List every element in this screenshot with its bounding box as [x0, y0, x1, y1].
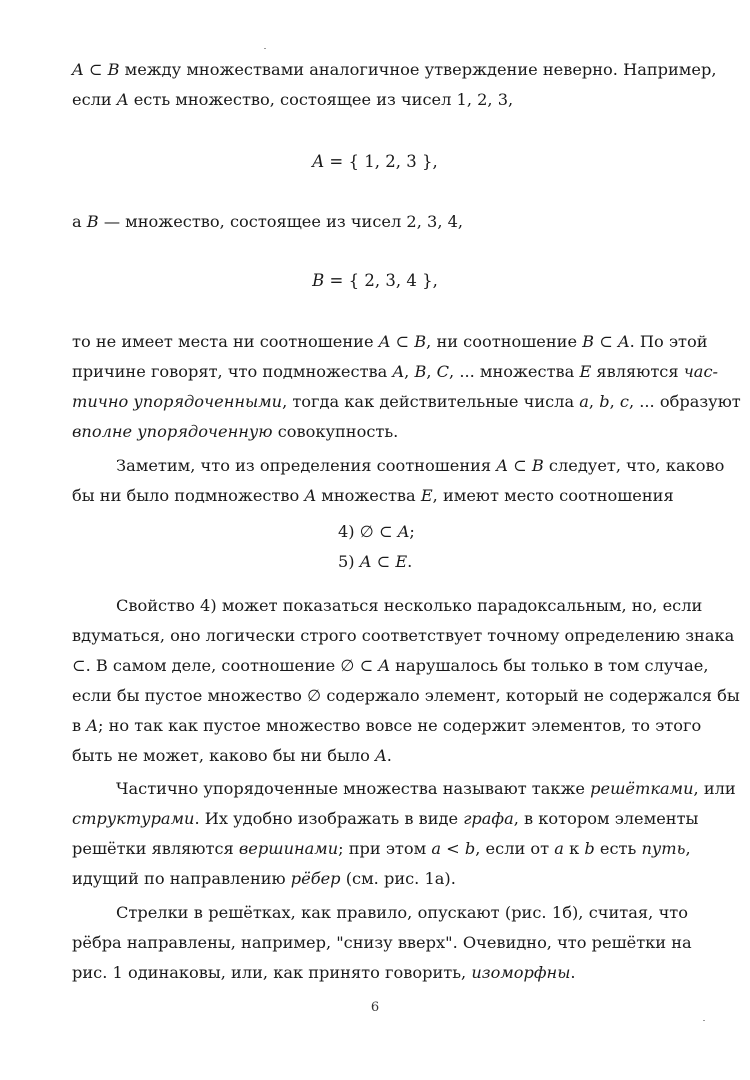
- italic-run: A: [397, 522, 410, 541]
- text-run: между множествами аналогичное утверждение неверно. Например,: [119, 60, 717, 79]
- text-run: Стрелки в решётках, как правило, опускают (рис. 1б), считая, что: [116, 903, 688, 922]
- italic-run: A: [496, 456, 508, 475]
- text-line: [72, 626, 735, 646]
- text-run: быть не может, каково бы ни было: [72, 746, 376, 765]
- italic-run: c: [619, 392, 629, 411]
- text-run: являются: [591, 362, 684, 381]
- italic-run: B: [107, 60, 120, 79]
- text-run: = { 1, 2, 3 },: [324, 152, 438, 171]
- italic-run: a: [554, 839, 564, 858]
- italic-run: B: [414, 332, 427, 351]
- property-4: [338, 522, 415, 542]
- text-run: .: [407, 552, 413, 571]
- italic-run: A: [378, 656, 391, 675]
- italic-run: A: [86, 716, 98, 735]
- text-run: ,: [426, 362, 437, 381]
- text-run: Заметим, что из определения соотношения: [116, 456, 497, 475]
- text-run: Частично упорядоченные множества называют также: [116, 779, 591, 798]
- italic-run: графа: [463, 809, 514, 828]
- text-run: есть: [594, 839, 642, 858]
- text-run: ⊂: [594, 332, 618, 351]
- display-formula: [0, 271, 750, 291]
- text-line: [116, 596, 703, 616]
- text-run: (см. рис. 1а).: [340, 869, 456, 888]
- text-line: [72, 963, 688, 983]
- text-run: , тогда как действительные числа: [282, 392, 580, 411]
- text-run: 5): [338, 552, 360, 571]
- text-run: следует, что, каково: [543, 456, 725, 475]
- text-run: ; но так как пустое множество вовсе не содержит элементов, то этого: [97, 716, 702, 735]
- text-run: Свойство 4) может показаться несколько парадоксальным, но, если: [116, 596, 703, 615]
- text-run: ⊂. В самом деле, соотношение ∅ ⊂: [72, 656, 379, 675]
- text-line: [72, 422, 688, 442]
- text-run: ,: [404, 362, 415, 381]
- italic-run: A: [72, 60, 84, 79]
- text-run: . Их удобно изображать в виде: [194, 809, 464, 828]
- scan-speck: [703, 1020, 705, 1021]
- italic-run: b: [599, 392, 610, 411]
- text-line: [72, 839, 691, 859]
- text-run: . По этой: [629, 332, 708, 351]
- text-run: ⊂: [83, 60, 108, 79]
- italic-run: A: [392, 362, 405, 381]
- text-line: [72, 869, 688, 889]
- text-run: ⊂: [371, 552, 396, 571]
- italic-run: рёбер: [290, 869, 341, 888]
- italic-run: B: [531, 456, 544, 475]
- text-line: [72, 362, 718, 382]
- text-line: [72, 933, 692, 953]
- italic-run: час-: [683, 362, 718, 381]
- italic-run: A: [378, 332, 391, 351]
- display-formula: [0, 152, 750, 172]
- italic-run: B: [86, 212, 99, 231]
- text-run: , или: [693, 779, 736, 798]
- italic-run: изоморфны: [471, 963, 571, 982]
- text-run: ⊂: [390, 332, 415, 351]
- text-run: 4) ∅ ⊂: [338, 522, 398, 541]
- text-run: ;: [409, 522, 415, 541]
- text-run: рёбра направлены, например, "снизу вверх". Очевидно, что решётки на: [72, 933, 692, 952]
- text-run: , ... образуют: [628, 392, 741, 411]
- text-run: ; при этом: [338, 839, 432, 858]
- text-run: вдуматься, оно логически строго соответствует точному определению знака: [72, 626, 735, 645]
- page-number: 6: [370, 1000, 380, 1015]
- text-run: ,: [588, 392, 600, 411]
- italic-run: b: [584, 839, 595, 858]
- italic-run: C: [436, 362, 450, 381]
- text-line: [72, 656, 709, 676]
- text-run: множества: [316, 486, 421, 505]
- text-run: совокупность.: [272, 422, 399, 441]
- italic-run: A: [304, 486, 317, 505]
- text-run: — множество, состоящее из чисел 2, 3, 4,: [98, 212, 464, 231]
- text-run: причине говорят, что подмножества: [72, 362, 393, 381]
- italic-run: вполне упорядоченную: [72, 422, 273, 441]
- text-run: , имеют место соотношения: [432, 486, 674, 505]
- italic-run: B: [582, 332, 595, 351]
- text-run: если: [72, 90, 117, 109]
- text-run: нарушалось бы только в том случае,: [390, 656, 709, 675]
- text-line: [72, 686, 740, 706]
- text-line: [72, 332, 708, 352]
- text-line: [116, 456, 725, 476]
- italic-run: E: [579, 362, 592, 381]
- text-run: , если от: [475, 839, 555, 858]
- text-line: [72, 60, 717, 80]
- italic-run: A: [312, 152, 325, 171]
- text-run: = { 2, 3, 4 },: [324, 271, 438, 290]
- italic-run: a: [579, 392, 589, 411]
- text-line: [116, 779, 736, 799]
- text-line: [72, 212, 688, 232]
- text-run: идущий по направлению: [72, 869, 291, 888]
- text-line: [72, 716, 702, 736]
- text-line: [72, 486, 688, 506]
- text-run: рис. 1 одинаковы, или, как принято говорить,: [72, 963, 472, 982]
- text-run: в: [72, 716, 87, 735]
- text-run: , ... множества: [449, 362, 580, 381]
- scan-speck: [264, 48, 266, 49]
- italic-run: a: [431, 839, 442, 858]
- italic-run: B: [312, 271, 325, 290]
- text-run: если бы пустое множество ∅ содержало элемент, который не содержался бы: [72, 686, 740, 705]
- text-run: ,: [609, 392, 620, 411]
- italic-run: b: [464, 839, 476, 858]
- text-run: .: [570, 963, 576, 982]
- text-run: есть множество, состоящее из чисел 1, 2, 3,: [128, 90, 514, 109]
- text-run: а: [72, 212, 87, 231]
- italic-run: вершинами: [238, 839, 339, 858]
- italic-run: A: [375, 746, 387, 765]
- text-run: то не имеет места ни соотношение: [72, 332, 379, 351]
- text-run: ,: [685, 839, 691, 858]
- text-run: бы ни было подмножество: [72, 486, 305, 505]
- italic-run: B: [414, 362, 427, 381]
- italic-run: структурами: [72, 809, 195, 828]
- italic-run: A: [359, 552, 372, 571]
- text-run: , в котором элементы: [513, 809, 699, 828]
- italic-run: тично упорядоченными: [72, 392, 283, 411]
- text-run: <: [441, 839, 465, 858]
- italic-run: E: [395, 552, 408, 571]
- text-line: [72, 809, 699, 829]
- text-run: ⊂: [507, 456, 532, 475]
- property-5: [338, 552, 412, 572]
- italic-run: A: [617, 332, 630, 351]
- text-line: [72, 746, 688, 766]
- text-run: к: [563, 839, 585, 858]
- text-line: [116, 903, 688, 923]
- text-run: , ни соотношение: [426, 332, 583, 351]
- italic-run: A: [116, 90, 129, 109]
- italic-run: путь: [641, 839, 686, 858]
- italic-run: E: [420, 486, 433, 505]
- text-line: [72, 90, 688, 110]
- text-run: .: [386, 746, 392, 765]
- text-run: решётки являются: [72, 839, 239, 858]
- text-line: [72, 392, 741, 412]
- italic-run: решётками: [590, 779, 694, 798]
